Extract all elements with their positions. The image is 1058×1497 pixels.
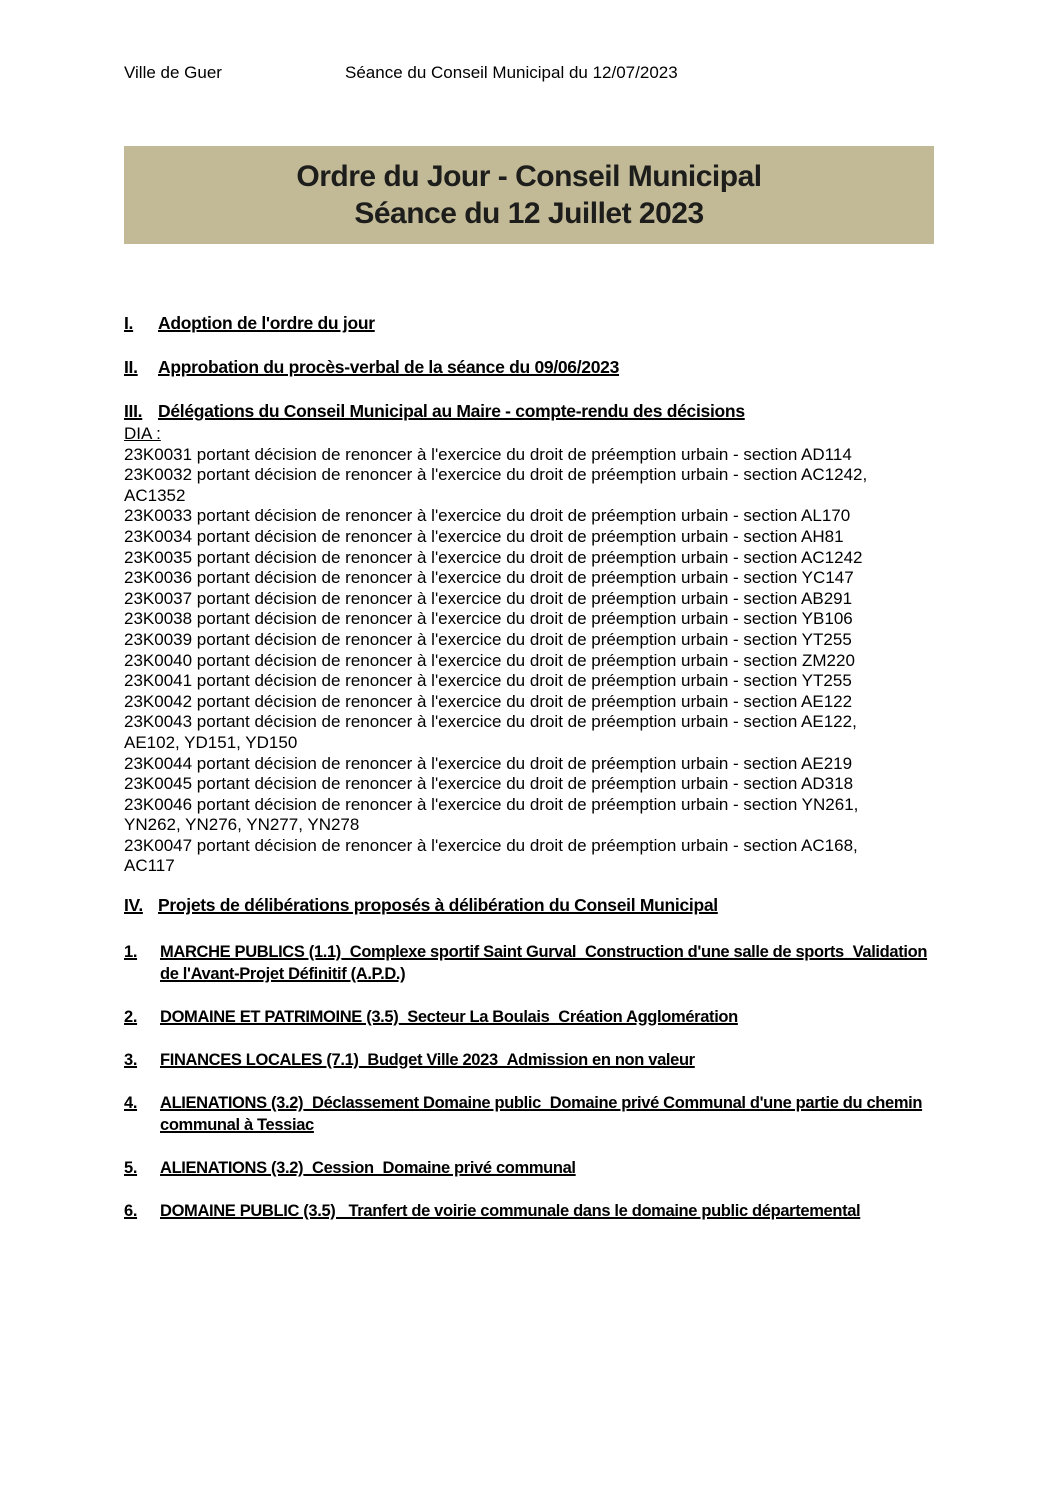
header-city-name: Ville de Guer (124, 63, 222, 82)
section-title: Délégations du Conseil Municipal au Maire - compte-rendu des décisions (158, 401, 745, 421)
agenda-item-5 (124, 1157, 1044, 1179)
section-heading-3 (124, 401, 745, 422)
dia-decision-line: 23K0045 portant décision de renoncer à l'exercice du droit de préemption urbain - section AD318 (124, 774, 854, 794)
agenda-item-text (160, 1049, 695, 1071)
dia-decision-line: 23K0047 portant décision de renoncer à l'exercice du droit de préemption urbain - section AC168, (124, 835, 858, 855)
agenda-item-line: DOMAINE PUBLIC (3.5) _Tranfert de voirie communale dans le domaine public départemental (160, 1202, 861, 1220)
section-heading-4 (124, 895, 718, 916)
agenda-item-4 (124, 1092, 1044, 1136)
agenda-item-line: de l'Avant-Projet Définitif (A.P.D.) (160, 965, 406, 983)
dia-decision-line: 23K0036 portant décision de renoncer à l'exercice du droit de préemption urbain - section YC147 (124, 568, 854, 588)
agenda-item-line: communal à Tessiac (160, 1116, 314, 1134)
banner-title-line1: Ordre du Jour - Conseil Municipal (296, 159, 762, 193)
agenda-item-1 (124, 941, 1044, 985)
agenda-item-line: DOMAINE ET PATRIMOINE (3.5)_Secteur La Boulais_Création Agglomération (160, 1008, 738, 1026)
agenda-item-text (160, 1006, 738, 1028)
section-numeral: IV. (124, 895, 143, 915)
dia-decision-line: 23K0032 portant décision de renoncer à l'exercice du droit de préemption urbain - section AC1242, (124, 465, 868, 485)
banner-title-line2: Séance du 12 Juillet 2023 (354, 196, 704, 230)
dia-decision-line: AE102, YD151, YD150 (124, 732, 298, 752)
agenda-item-text (160, 941, 927, 985)
section-title: Approbation du procès-verbal de la séance du 09/06/2023 (158, 357, 620, 377)
dia-decision-line: 23K0046 portant décision de renoncer à l'exercice du droit de préemption urbain - section YN261, (124, 794, 859, 814)
dia-decision-line: 23K0041 portant décision de renoncer à l'exercice du droit de préemption urbain - section YT255 (124, 671, 852, 691)
dia-decision-line: 23K0040 portant décision de renoncer à l'exercice du droit de préemption urbain - section ZM220 (124, 650, 855, 670)
dia-decision-line: 23K0039 portant décision de renoncer à l'exercice du droit de préemption urbain - section YT255 (124, 629, 852, 649)
dia-decisions-block (124, 424, 984, 877)
agenda-item-number: 5. (124, 1159, 138, 1177)
agenda-item-line: ALIENATIONS (3.2)_Déclassement Domaine public_Domaine privé Communal d'une partie du chemin (160, 1094, 923, 1112)
header-session-title: Séance du Conseil Municipal du 12/07/2023 (345, 63, 678, 82)
dia-decision-line: 23K0044 portant décision de renoncer à l'exercice du droit de préemption urbain - section AE219 (124, 753, 853, 773)
agenda-item-number: 2. (124, 1008, 138, 1026)
dia-decision-line: 23K0033 portant décision de renoncer à l'exercice du droit de préemption urbain - section AL170 (124, 506, 851, 526)
agenda-item-3 (124, 1049, 1044, 1071)
agenda-item-text (160, 1092, 922, 1136)
title-banner (124, 146, 934, 244)
section-title: Adoption de l'ordre du jour (158, 313, 375, 333)
section-heading-1 (124, 313, 375, 334)
agenda-item-line: MARCHE PUBLICS (1.1)_Complexe sportif Saint Gurval_Construction d'une salle de sports_Validation (160, 943, 928, 961)
dia-label: DIA : (124, 424, 161, 443)
agenda-item-number: 3. (124, 1051, 138, 1069)
dia-decision-line: 23K0043 portant décision de renoncer à l'exercice du droit de préemption urbain - section AE122, (124, 712, 857, 732)
agenda-item-number: 4. (124, 1094, 138, 1112)
agenda-item-2 (124, 1006, 1044, 1028)
section-title: Projets de délibérations proposés à délibération du Conseil Municipal (158, 895, 718, 915)
dia-decision-line: 23K0042 portant décision de renoncer à l'exercice du droit de préemption urbain - section AE122 (124, 691, 853, 711)
dia-decision-line: 23K0037 portant décision de renoncer à l'exercice du droit de préemption urbain - section AB291 (124, 588, 853, 608)
agenda-item-line: ALIENATIONS (3.2)_Cession_Domaine privé communal (160, 1159, 576, 1177)
agenda-item-number: 1. (124, 943, 138, 961)
dia-decision-line: 23K0034 portant décision de renoncer à l'exercice du droit de préemption urbain - section AH81 (124, 526, 844, 546)
agenda-item-number: 6. (124, 1202, 138, 1220)
agenda-item-6 (124, 1200, 1044, 1222)
dia-decision-line: AC1352 (124, 485, 186, 505)
agenda-item-text (160, 1200, 860, 1222)
dia-decision-line: 23K0038 portant décision de renoncer à l'exercice du droit de préemption urbain - section YB106 (124, 609, 853, 629)
dia-decision-line: 23K0031 portant décision de renoncer à l'exercice du droit de préemption urbain - section AD114 (124, 444, 852, 464)
dia-decision-line: 23K0035 portant décision de renoncer à l'exercice du droit de préemption urbain - section AC1242 (124, 547, 863, 567)
dia-decision-line: AC117 (124, 856, 175, 876)
dia-decision-line: YN262, YN276, YN277, YN278 (124, 815, 360, 835)
section-heading-2 (124, 357, 619, 378)
section-numeral: III. (124, 401, 143, 421)
section-numeral: II. (124, 357, 138, 377)
section-numeral: I. (124, 313, 134, 333)
agenda-item-line: FINANCES LOCALES (7.1)_Budget Ville 2023_Admission en non valeur (160, 1051, 695, 1069)
agenda-items-list (124, 941, 1044, 1243)
agenda-item-text (160, 1157, 576, 1179)
